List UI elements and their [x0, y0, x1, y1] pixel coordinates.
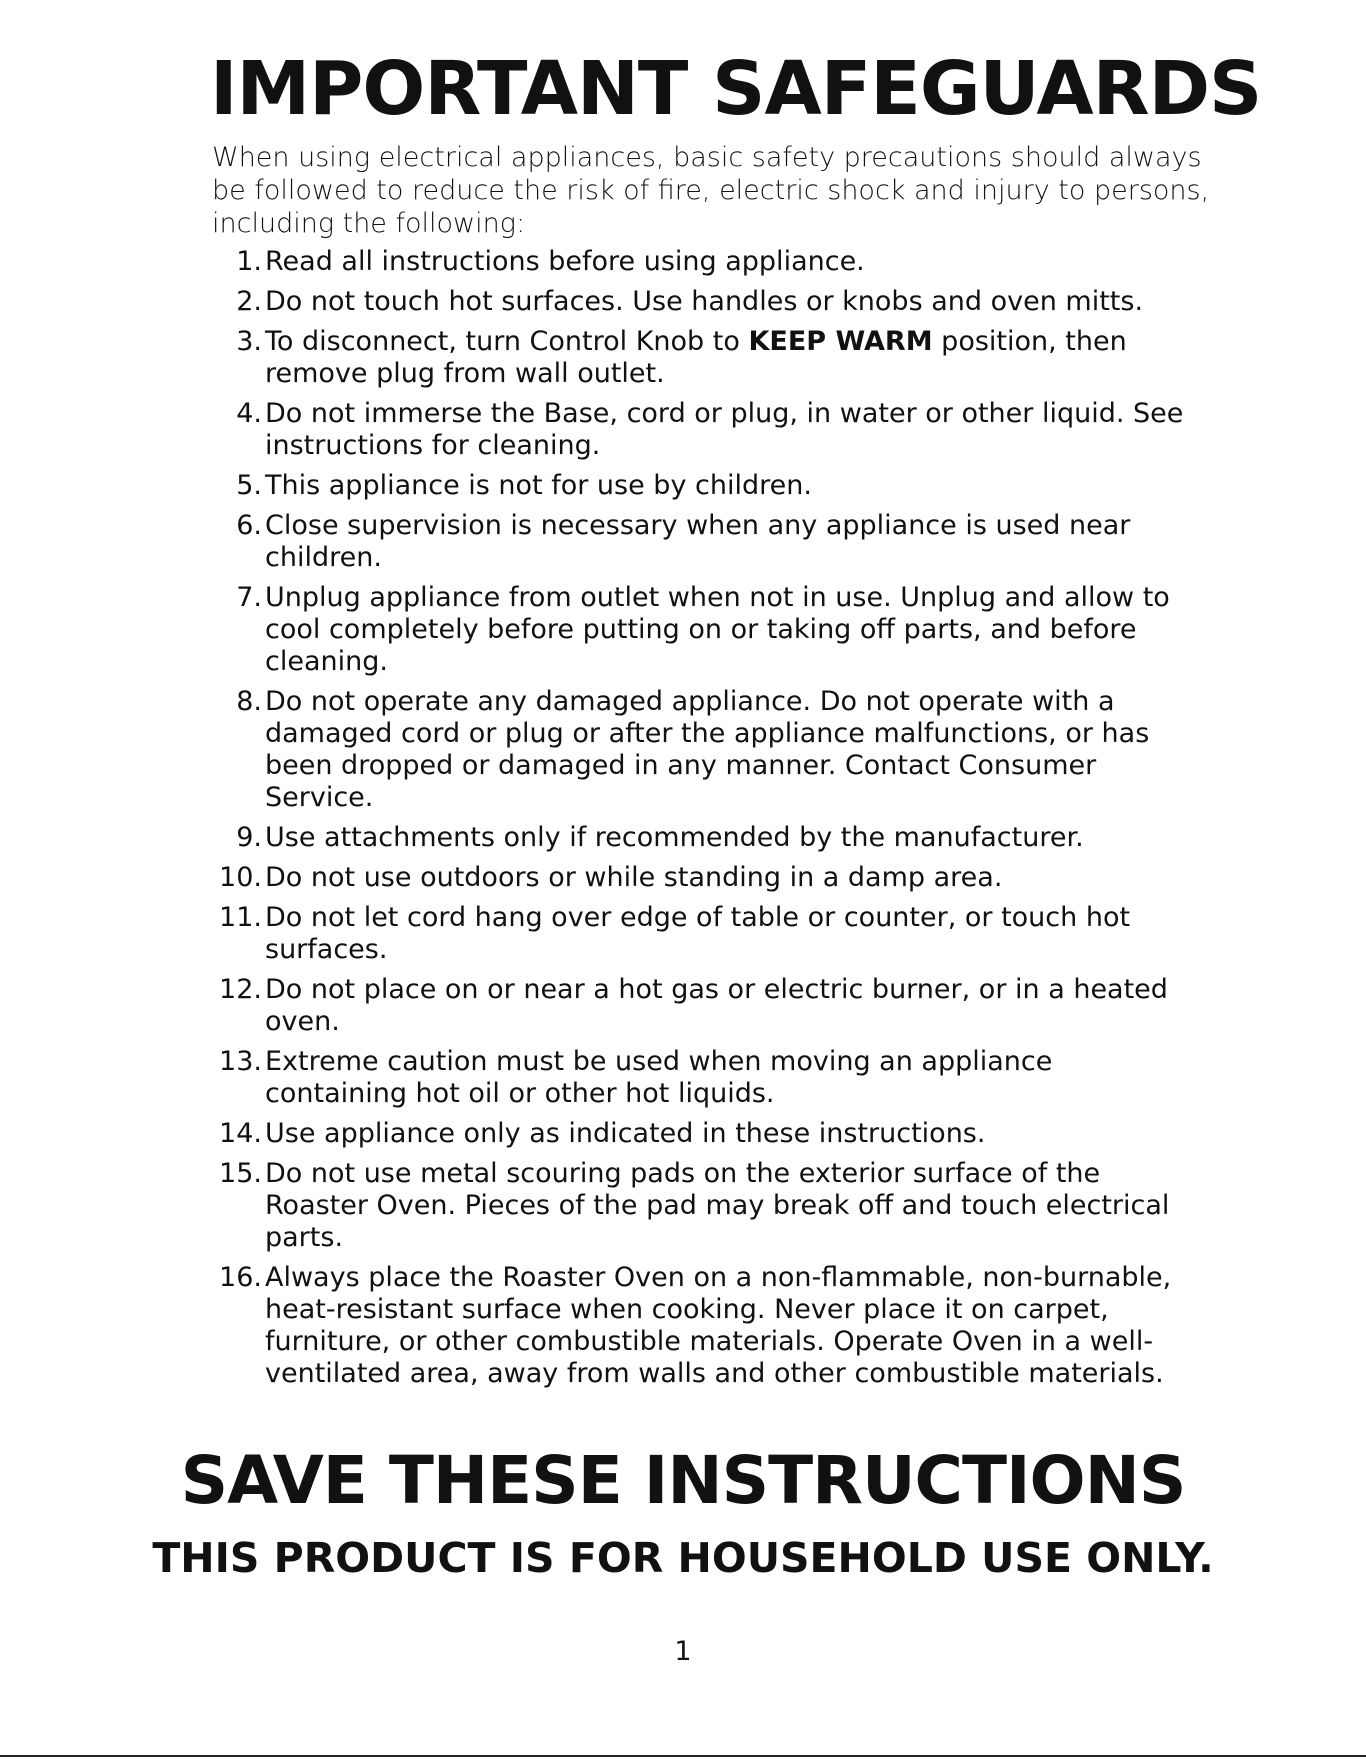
item-number: 4.	[236, 398, 262, 429]
page-edge-divider	[0, 1755, 1366, 1757]
item-number: 12.	[219, 974, 262, 1005]
item-number: 7.	[236, 582, 262, 613]
item-text: Do not use outdoors or while standing in a damp area.	[265, 862, 1003, 893]
keep-warm-label: KEEP WARM	[748, 326, 933, 357]
item-text: Always place the Roaster Oven on a non-flammable, non-burnable, heat-resistant surface when cooking. Never place it on carpet, furniture, or other combustible materials. Operate Oven in a well-ventilated area, away from walls and other combustible materials.	[265, 1262, 1172, 1389]
item-text: Extreme caution must be used when moving an appliance containing hot oil or other hot liquids.	[265, 1046, 1053, 1109]
intro-paragraph: When using electrical appliances, basic safety precautions should always be followed to reduce the risk of fire, electric shock and injury to persons, including the following:	[212, 142, 1210, 239]
list-item	[200, 510, 1200, 574]
item-text: Close supervision is necessary when any appliance is used near children.	[265, 510, 1131, 573]
item-text: Do not immerse the Base, cord or plug, in water or other liquid. See instructions for cleaning.	[265, 398, 1184, 461]
item-number: 5.	[236, 470, 262, 501]
item-text: Do not operate any damaged appliance. Do not operate with a damaged cord or plug or after the appliance malfunctions, or has been dropped or damaged in any manner. Contact Consumer Service.	[265, 686, 1150, 813]
list-item	[200, 862, 1200, 894]
list-item	[200, 1118, 1200, 1150]
item-number: 13.	[219, 1046, 262, 1077]
item-number: 6.	[236, 510, 262, 541]
item-number: 8.	[236, 686, 262, 717]
list-item	[200, 822, 1200, 854]
list-item	[200, 902, 1200, 966]
page-number: 1	[674, 1636, 692, 1667]
item-text: Use appliance only as indicated in these instructions.	[265, 1118, 986, 1149]
list-item	[200, 1262, 1200, 1390]
list-item	[200, 246, 1200, 278]
list-item	[200, 470, 1200, 502]
list-item	[200, 398, 1200, 462]
item-number: 11.	[219, 902, 262, 933]
item-text	[265, 326, 1127, 389]
item-text: Unplug appliance from outlet when not in use. Unplug and allow to cool completely before putting on or taking off parts, and before cleaning.	[265, 582, 1170, 677]
item-text: Do not let cord hang over edge of table or counter, or touch hot surfaces.	[265, 902, 1131, 965]
item-number: 3.	[236, 326, 262, 357]
household-use-notice: THIS PRODUCT IS FOR HOUSEHOLD USE ONLY.	[152, 1534, 1214, 1582]
item-text: Read all instructions before using appliance.	[265, 246, 865, 277]
item-text-after: position, then remove plug from wall outlet.	[265, 326, 1127, 389]
item-number: 14.	[219, 1118, 262, 1149]
item-number: 1.	[236, 246, 262, 277]
item-text: Do not use metal scouring pads on the exterior surface of the Roaster Oven. Pieces of the pad may break off and touch electrical parts.	[265, 1158, 1170, 1253]
list-item	[200, 974, 1200, 1038]
list-item	[200, 1158, 1200, 1254]
item-number: 16.	[219, 1262, 262, 1293]
list-item	[200, 686, 1200, 814]
list-item	[200, 286, 1200, 318]
item-text: Do not touch hot surfaces. Use handles or knobs and oven mitts.	[265, 286, 1144, 317]
save-instructions-heading: SAVE THESE INSTRUCTIONS	[180, 1442, 1186, 1519]
list-item	[200, 582, 1200, 678]
item-number: 2.	[236, 286, 262, 317]
item-number: 10.	[219, 862, 262, 893]
item-text: Use attachments only if recommended by the manufacturer.	[265, 822, 1084, 853]
item-number: 15.	[219, 1158, 262, 1189]
item-text: This appliance is not for use by children.	[265, 470, 812, 501]
safeguards-list	[200, 246, 1200, 1398]
item-text: Do not place on or near a hot gas or electric burner, or in a heated oven.	[265, 974, 1168, 1037]
item-text-before: To disconnect, turn Control Knob to	[265, 326, 749, 357]
item-number: 9.	[236, 822, 262, 853]
list-item	[200, 326, 1200, 390]
list-item	[200, 1046, 1200, 1110]
page-title: IMPORTANT SAFEGUARDS	[210, 46, 1262, 132]
